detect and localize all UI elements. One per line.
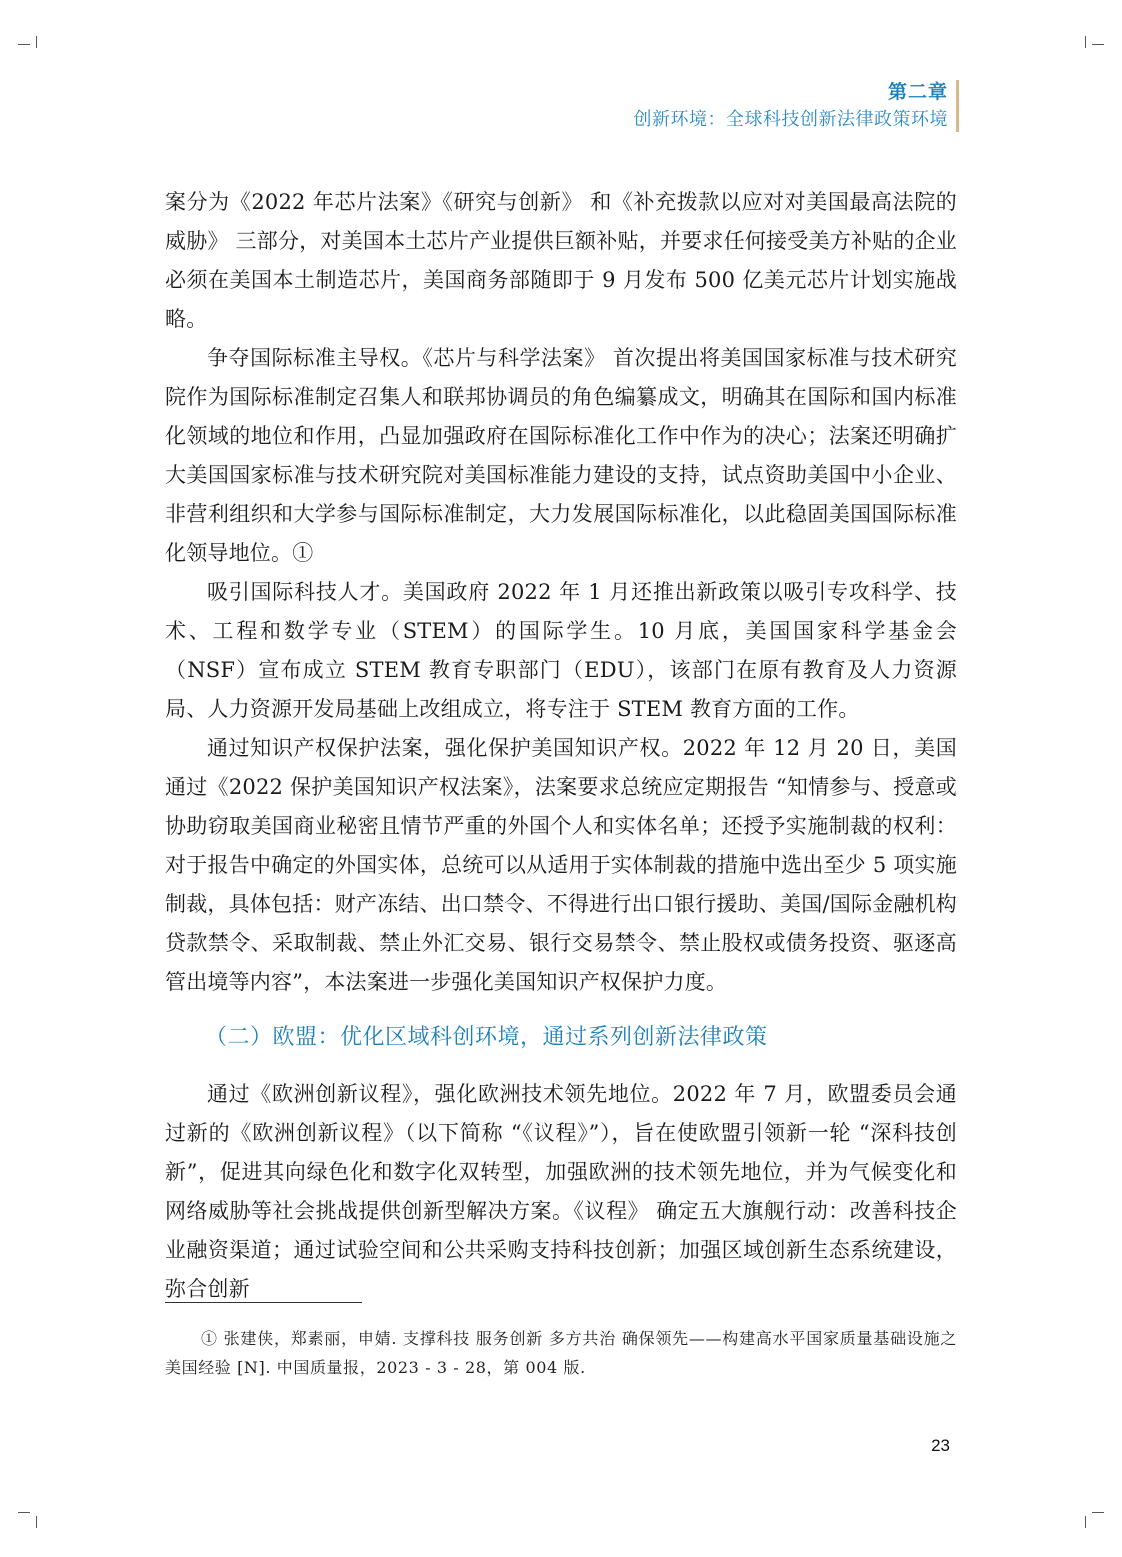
crop-mark xyxy=(1085,1516,1086,1528)
paragraph: 争夺国际标准主导权。《芯片与科学法案》 首次提出将美国国家标准与技术研究院作为国际标准制定召集人和联邦协调员的角色编纂成文，明确其在国际和国内标准化领域的地位和作用，凸显加强政府在国际标准化工作中作为的决心；法案还明确扩大美国国家标准与技术研究院对美国标准能力建设的支持，试点资助美国中小企业、非营利组织和大学参与国际标准制定，大力发展国际标准化，以此稳固美国国际标准化领导地位。① xyxy=(165,346,957,565)
paragraph: 通过知识产权保护法案，强化保护美国知识产权。2022 年 12 月 20 日，美国通过《2022 保护美国知识产权法案》，法案要求总统应定期报告 “知情参与、授意或协助窃取美国商业秘密且情节严重的外国个人和实体名单；还授予实施制裁的权利：对于报告中确定的外国实体，总统可以从适用于实体制裁的措施中选出至少 5 项实施制裁，具体包括：财产冻结、出口禁令、不得进行出口银行援助、美国/国际金融机构贷款禁令、采取制裁、禁止外汇交易、银行交易禁令、禁止股权或债务投资、驱逐高管出境等内容”，本法案进一步强化美国知识产权保护力度。 xyxy=(165,736,957,994)
crop-mark xyxy=(1092,44,1104,45)
footnote-rule xyxy=(165,1302,362,1303)
footnote: ① 张建侠，郑素丽，申婧. 支撑科技 服务创新 多方共治 确保领先——构建高水平国家质量基础设施之美国经验 [N]. 中国质量报，2023 - 3 - 28，第 004 版. xyxy=(165,1329,957,1377)
paragraph: 吸引国际科技人才。美国政府 2022 年 1 月还推出新政策以吸引专攻科学、技术、工程和数学专业（STEM）的国际学生。10 月底，美国国家科学基金会（NSF）宣布成立 STEM 教育专职部门（EDU），该部门在原有教育及人力资源局、人力资源开发局基础上改组成立，将专注于 STEM 教育方面的工作。 xyxy=(165,580,957,721)
running-header xyxy=(634,78,949,134)
page-number: 23 xyxy=(931,1436,950,1455)
crop-mark xyxy=(18,44,30,45)
crop-mark xyxy=(36,36,37,48)
chapter-number: 第二章 xyxy=(887,81,948,103)
crop-mark xyxy=(36,1516,37,1528)
crop-mark xyxy=(18,1512,30,1513)
paragraph: 案分为《2022 年芯片法案》《研究与创新》 和《补充拨款以应对对美国最高法院的威胁》 三部分，对美国本土芯片产业提供巨额补贴，并要求任何接受美方补贴的企业必须在美国本土制造芯片，美国商务部随即于 9 月发布 500 亿美元芯片计划实施战略。 xyxy=(165,190,957,331)
crop-mark xyxy=(1085,36,1086,48)
crop-mark xyxy=(1092,1512,1104,1513)
body-text xyxy=(165,183,957,1309)
chapter-title: 创新环境：全球科技创新法律政策环境 xyxy=(633,109,948,130)
header-rule xyxy=(956,80,959,132)
section-heading: （二）欧盟：优化区域科创环境，通过系列创新法律政策 xyxy=(205,1025,768,1050)
paragraph: 通过《欧洲创新议程》，强化欧洲技术领先地位。2022 年 7 月，欧盟委员会通过新的《欧洲创新议程》（以下简称 “《议程》”），旨在使欧盟引领新一轮 “深科技创新”，促进其向绿色化和数字化双转型，加强欧洲的技术领先地位，并为气候变化和网络威胁等社会挑战提供创新型解决方案。《议程》 确定五大旗舰行动：改善科技企业融资渠道；通过试验空间和公共采购支持科技创新；加强区域创新生态系统建设，弥合创新 xyxy=(165,1082,957,1301)
